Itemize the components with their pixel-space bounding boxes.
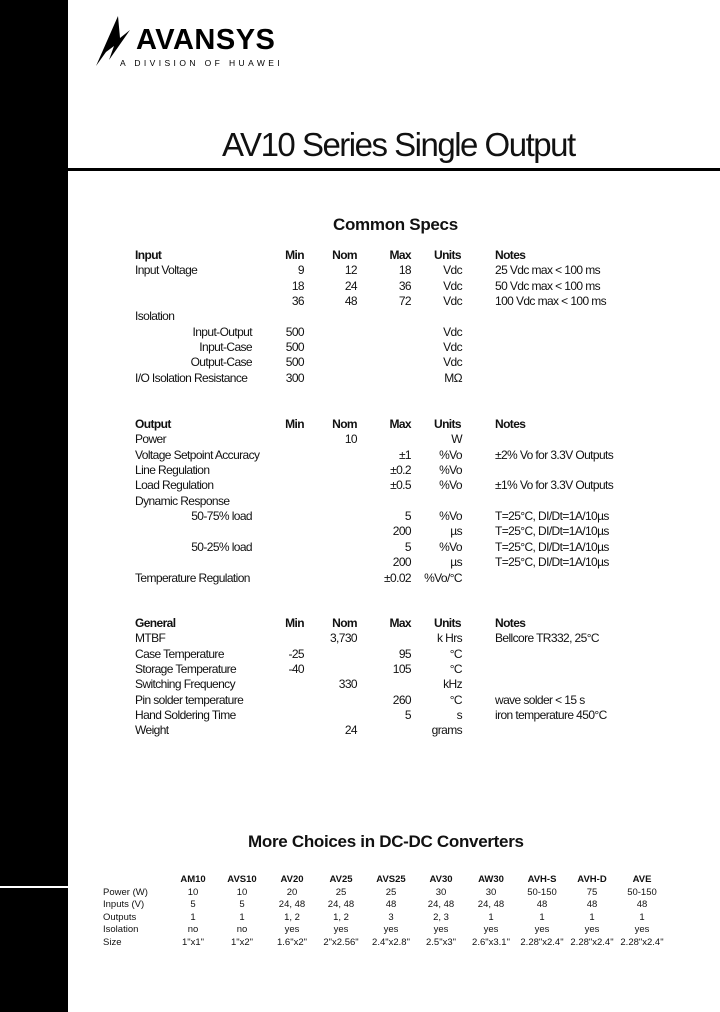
general-header-1: Min [285, 616, 304, 630]
choices-cell: yes [634, 924, 650, 936]
general-row-units: grams [431, 723, 462, 738]
general-row-units: °C [449, 692, 462, 707]
model-header: AW30 [478, 874, 504, 885]
output-row-max: ±0.5 [390, 478, 411, 493]
choices-cell: 1 [488, 911, 494, 923]
choices-cell: yes [284, 924, 300, 936]
avansys-logo [96, 16, 296, 70]
choices-cell: yes [333, 924, 349, 936]
general-row-notes: Bellcore TR332, 25°C [495, 631, 599, 646]
input-header-3: Max [389, 248, 411, 262]
output-row-units: %Vo/°C [424, 570, 462, 585]
choices-cell: 1"x1" [181, 936, 205, 948]
output-header-2: Nom [332, 417, 357, 431]
choices-cell: 1 [190, 911, 196, 923]
output-header-3: Max [389, 417, 411, 431]
general-row-units: s [456, 708, 462, 723]
input-header-4: Units [434, 248, 462, 262]
choices-cell: no [187, 924, 199, 936]
input-row-label: Output-Case [190, 355, 252, 370]
output-row-units: %Vo [439, 463, 462, 478]
model-header: AVH-S [527, 874, 557, 885]
output-row-label: Voltage Setpoint Accuracy [135, 447, 260, 462]
input-row-units: Vdc [443, 294, 462, 309]
choices-cell: 2.28"x2.4" [520, 936, 564, 948]
output-row-label: Power [135, 432, 167, 447]
output-row-units: %Vo [439, 539, 462, 554]
choices-cell: 5 [190, 899, 196, 911]
brand-name: AVANSYS [136, 24, 276, 56]
input-header-1: Min [285, 248, 304, 262]
output-row-label: Load Regulation [135, 478, 214, 493]
model-header: AVE [632, 874, 652, 885]
general-row-units: k Hrs [437, 631, 462, 646]
output-header-5: Notes [495, 417, 526, 431]
choices-row-label: Size [103, 936, 122, 948]
input-row-notes: 100 Vdc max < 100 ms [495, 294, 607, 309]
output-row-max: 200 [392, 524, 411, 539]
output-row-label: Temperature Regulation [135, 570, 250, 585]
input-row-min: 500 [285, 355, 304, 370]
choices-cell: 1 [539, 911, 545, 923]
general-row-label: Weight [135, 723, 169, 738]
choices-cell: 48 [385, 899, 397, 911]
output-header-1: Min [285, 417, 304, 431]
output-row-max: ±1 [398, 447, 411, 462]
model-header: AV25 [329, 874, 353, 885]
choices-cell: 2.4"x2.8" [372, 936, 410, 948]
general-row-min: -25 [288, 646, 304, 661]
output-row-notes: T=25°C, DI/Dt=1A/10µs [495, 524, 609, 539]
input-row-max: 36 [398, 278, 411, 293]
choices-cell: yes [584, 924, 600, 936]
choices-cell: 30 [485, 887, 497, 898]
output-row-units: %Vo [439, 509, 462, 524]
choices-cell: 1"x2" [230, 936, 254, 948]
choices-cell: 20 [286, 887, 298, 898]
brand-tagline: A DIVISION OF HUAWEI [120, 58, 284, 68]
model-header: AVS10 [227, 874, 257, 885]
input-row-min: 500 [285, 324, 304, 339]
general-row-max: 105 [392, 662, 411, 677]
model-header: AV30 [429, 874, 453, 885]
input-row-label: Input-Output [192, 324, 252, 339]
general-row-notes: iron temperature 450°C [495, 708, 607, 723]
choices-cell: 1 [589, 911, 595, 923]
input-row-max: 18 [398, 263, 411, 278]
choices-cell: 3 [388, 911, 394, 923]
general-header-2: Nom [332, 616, 357, 630]
general-row-units: kHz [443, 677, 462, 692]
choices-cell: 1.6"x2" [277, 936, 307, 948]
choices-cell: 2.28"x2.4" [620, 936, 664, 948]
input-row-label: Input Voltage [135, 263, 198, 278]
choices-row-label: Power (W) [103, 887, 148, 898]
input-row-label: I/O Isolation Resistance [135, 370, 248, 385]
choices-cell: 48 [586, 899, 598, 911]
choices-cell: 10 [187, 887, 199, 898]
choices-cell: 50-150 [627, 887, 657, 898]
output-row-notes: T=25°C, DI/Dt=1A/10µs [495, 555, 609, 570]
choices-cell: 2"x2.56" [323, 936, 359, 948]
choices-cell: 24, 48 [278, 899, 306, 911]
general-row-max: 95 [398, 646, 411, 661]
choices-row-label: Inputs (V) [103, 899, 145, 911]
input-row-nom: 48 [344, 294, 357, 309]
general-row-label: Hand Soldering Time [135, 708, 236, 723]
output-row-max: 200 [392, 555, 411, 570]
general-row-label: Storage Temperature [135, 662, 237, 677]
model-header: AM10 [180, 874, 206, 885]
output-header-4: Units [434, 417, 462, 431]
choices-cell: 2, 3 [433, 911, 449, 923]
output-row-units: W [451, 432, 462, 447]
input-row-max: 72 [398, 294, 411, 309]
general-row-label: Pin solder temperature [135, 692, 244, 707]
input-header-2: Nom [332, 248, 357, 262]
output-header-0: Output [135, 417, 171, 431]
choices-cell: 2.28"x2.4" [570, 936, 614, 948]
choices-cell: 24, 48 [427, 899, 455, 911]
general-row-max: 5 [404, 708, 411, 723]
choices-cell: 10 [236, 887, 248, 898]
input-row-label: Isolation [135, 309, 175, 324]
choices-cell: 24, 48 [327, 899, 355, 911]
choices-cell: 30 [435, 887, 447, 898]
choices-cell: 25 [335, 887, 347, 898]
choices-cell: yes [433, 924, 449, 936]
model-header: AV20 [280, 874, 304, 885]
input-row-units: Vdc [443, 278, 462, 293]
model-header: AVH-D [577, 874, 607, 885]
general-header-5: Notes [495, 616, 526, 630]
choices-cell: 1 [239, 911, 245, 923]
input-row-nom: 12 [344, 263, 357, 278]
choices-cell: 24, 48 [477, 899, 505, 911]
output-row-units: µs [450, 555, 462, 570]
model-header: AVS25 [376, 874, 406, 885]
choices-row-label: Outputs [103, 911, 137, 923]
input-row-min: 9 [297, 263, 304, 278]
choices-cell: 1, 2 [333, 911, 349, 923]
input-row-notes: 50 Vdc max < 100 ms [495, 278, 600, 293]
more-choices-title: More Choices in DC-DC Converters [248, 832, 524, 851]
output-row-label: Line Regulation [135, 463, 210, 478]
general-row-units: °C [449, 646, 462, 661]
general-row-units: °C [449, 662, 462, 677]
choices-cell: yes [483, 924, 499, 936]
general-header-4: Units [434, 616, 462, 630]
general-header-3: Max [389, 616, 411, 630]
output-row-label: 50-25% load [191, 539, 252, 554]
choices-row-label: Isolation [103, 924, 139, 936]
input-header-0: Input [135, 248, 162, 262]
input-row-units: Vdc [443, 355, 462, 370]
choices-cell: 50-150 [527, 887, 557, 898]
common-specs-title: Common Specs [333, 215, 458, 234]
input-row-units: Vdc [443, 340, 462, 355]
title-divider [0, 168, 720, 171]
output-row-notes: T=25°C, DI/Dt=1A/10µs [495, 539, 609, 554]
output-row-units: µs [450, 524, 462, 539]
general-row-notes: wave solder < 15 s [495, 692, 585, 707]
choices-cell: 48 [536, 899, 548, 911]
output-row-max: 5 [404, 539, 411, 554]
output-row-notes: T=25°C, DI/Dt=1A/10µs [495, 509, 609, 524]
choices-cell: yes [534, 924, 550, 936]
input-row-min: 300 [285, 370, 304, 385]
choices-cell: 5 [239, 899, 245, 911]
general-row-label: MTBF [135, 631, 166, 646]
choices-cell: 75 [586, 887, 598, 898]
choices-cell: 1, 2 [284, 911, 300, 923]
choices-cell: 2.6"x3.1" [472, 936, 510, 948]
general-row-label: Case Temperature [135, 646, 224, 661]
choices-cell: 2.5"x3" [426, 936, 456, 948]
input-header-5: Notes [495, 248, 526, 262]
general-row-max: 260 [392, 692, 411, 707]
choices-cell: 25 [385, 887, 397, 898]
general-row-label: Switching Frequency [135, 677, 235, 692]
input-row-units: Vdc [443, 263, 462, 278]
left-black-sidebar [0, 0, 68, 1012]
general-row-min: -40 [288, 662, 304, 677]
output-row-max: 5 [404, 509, 411, 524]
output-row-label: 50-75% load [191, 509, 252, 524]
input-row-label: Input-Case [199, 340, 252, 355]
input-row-nom: 24 [344, 278, 357, 293]
output-row-units: %Vo [439, 478, 462, 493]
choices-cell: 48 [636, 899, 648, 911]
output-row-nom: 10 [344, 432, 357, 447]
input-row-min: 36 [291, 294, 304, 309]
general-header-0: General [135, 616, 176, 630]
output-row-notes: ±2% Vo for 3.3V Outputs [495, 447, 614, 462]
sidebar-marker [0, 886, 68, 888]
general-row-nom: 3,730 [329, 631, 357, 646]
input-row-units: MΩ [444, 370, 462, 385]
output-row-notes: ±1% Vo for 3.3V Outputs [495, 478, 614, 493]
output-row-max: ±0.02 [384, 570, 411, 585]
input-row-min: 500 [285, 340, 304, 355]
output-row-units: %Vo [439, 447, 462, 462]
input-row-units: Vdc [443, 324, 462, 339]
choices-cell: no [236, 924, 248, 936]
input-row-min: 18 [291, 278, 304, 293]
choices-cell: 1 [639, 911, 645, 923]
choices-cell: yes [383, 924, 399, 936]
input-row-notes: 25 Vdc max < 100 ms [495, 263, 600, 278]
document-title: AV10 Series Single Output [222, 126, 575, 163]
output-row-label: Dynamic Response [135, 493, 230, 508]
general-row-nom: 330 [338, 677, 357, 692]
general-row-nom: 24 [344, 723, 357, 738]
output-row-max: ±0.2 [390, 463, 411, 478]
